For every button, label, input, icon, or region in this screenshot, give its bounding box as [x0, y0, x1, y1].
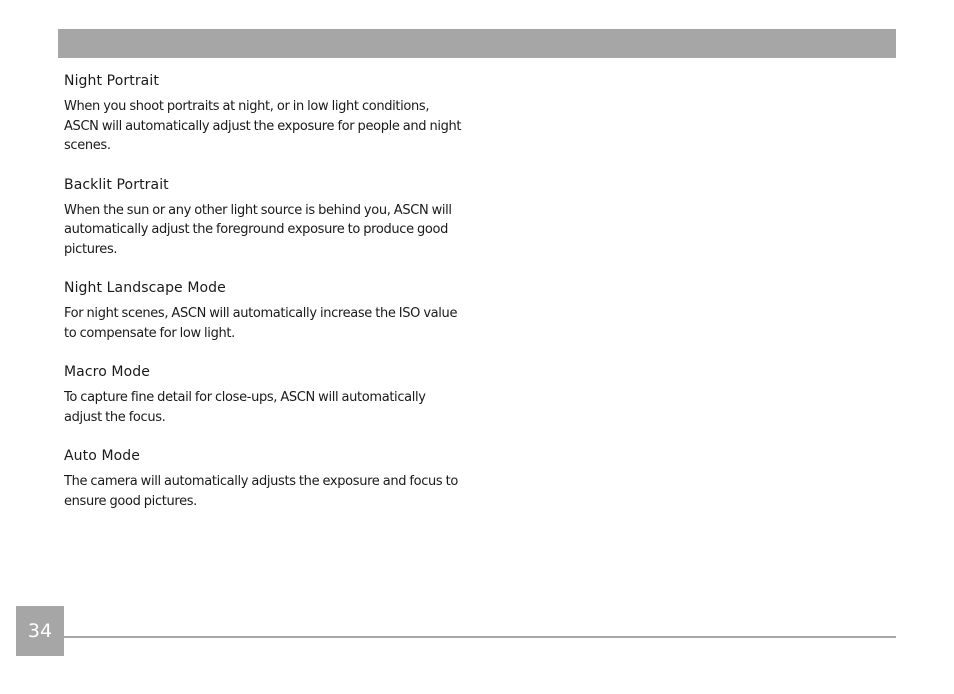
- section-backlit-portrait: [64, 176, 464, 260]
- section-title: Backlit Portrait: [64, 176, 169, 193]
- section-auto-mode: [64, 447, 464, 511]
- section-body: For night scenes, ASCN will automatically increase the ISO value to compensate for low light.: [64, 306, 458, 341]
- section-macro-mode: [64, 363, 464, 427]
- section-body: When the sun or any other light source is behind you, ASCN will automatically adjust the foreground exposure to produce good pictures.: [64, 202, 452, 257]
- section-title: Night Portrait: [64, 73, 159, 89]
- footer-rule: [64, 636, 896, 638]
- section-night-landscape-mode: [64, 279, 464, 343]
- section-night-portrait: [64, 72, 464, 156]
- section-body: When you shoot portraits at night, or in low light conditions, ASCN will automatically adjust the exposure for people and night scenes.: [64, 99, 462, 153]
- page-content: [64, 72, 464, 531]
- section-title: Macro Mode: [64, 364, 150, 380]
- page-number: 34: [16, 606, 64, 656]
- section-body: The camera will automatically adjusts the exposure and focus to ensure good pictures.: [64, 474, 458, 509]
- header-bar: [58, 29, 896, 58]
- section-title: Auto Mode: [64, 448, 140, 464]
- section-title: Night Landscape Mode: [64, 280, 226, 296]
- section-body: To capture fine detail for close-ups, ASCN will automatically adjust the focus.: [64, 390, 426, 425]
